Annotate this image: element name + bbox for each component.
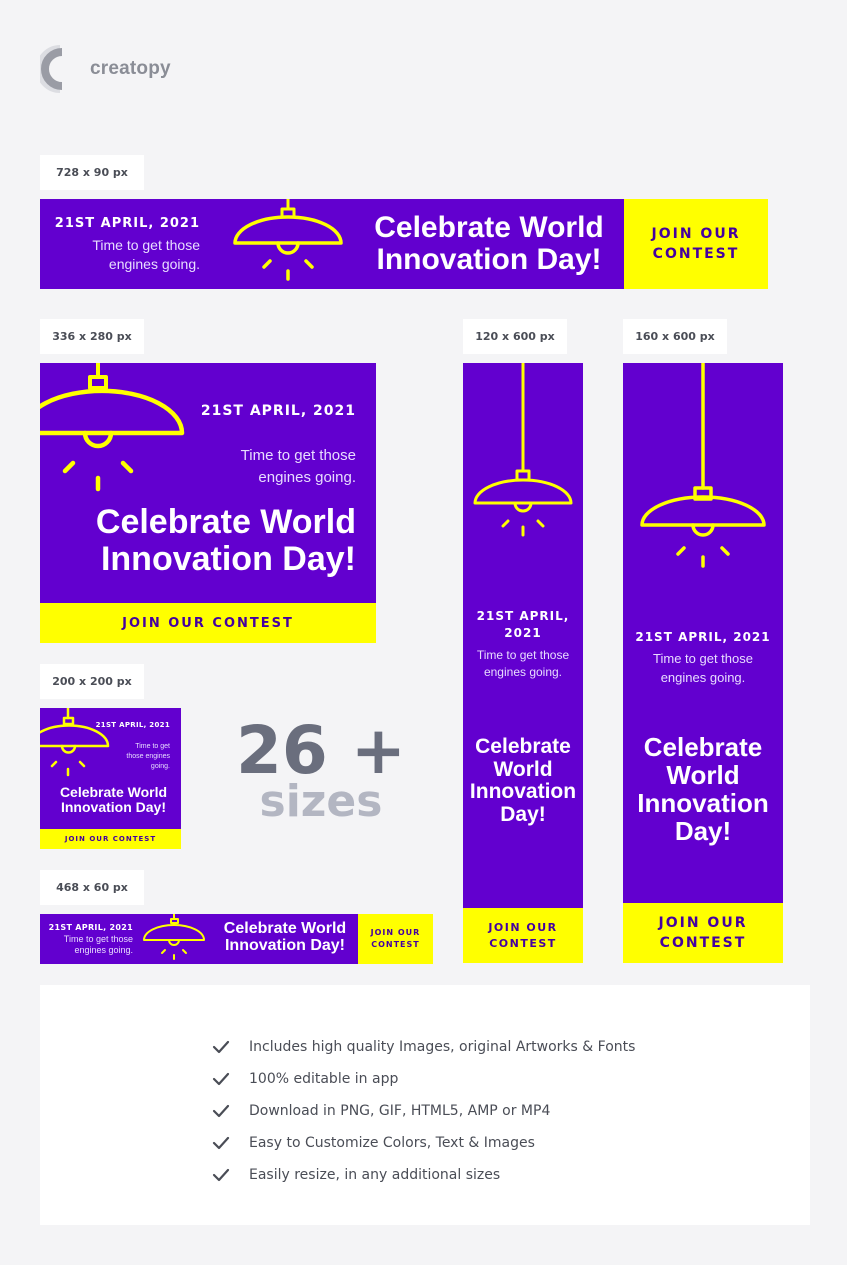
check-icon (212, 1136, 230, 1150)
cta-button[interactable]: JOIN OUR CONTEST (40, 829, 181, 849)
check-icon (212, 1168, 230, 1182)
feature-text: Easy to Customize Colors, Text & Images (249, 1135, 535, 1151)
headline-line: Day! (674, 816, 732, 847)
features-list (212, 1031, 635, 1191)
banner-200x200[interactable] (40, 708, 181, 849)
cta-button[interactable] (623, 903, 783, 963)
size-label-120x600: 120 x 600 px (463, 319, 567, 354)
size-label-468x60: 468 x 60 px (40, 870, 144, 905)
check-icon (212, 1104, 230, 1118)
lamp-icon (232, 199, 344, 283)
banner-subtitle (40, 934, 133, 957)
subtitle-line: engines going. (660, 669, 746, 685)
cta-label: JOIN OUR (651, 225, 741, 242)
banner-120x600[interactable] (463, 363, 583, 963)
subtitle-line: Time to get those (653, 651, 753, 666)
size-label-728x90: 728 x 90 px (40, 155, 144, 190)
size-label-160x600: 160 x 600 px (623, 319, 727, 354)
subtitle-line: engines going. (108, 255, 200, 272)
headline-line: Innovation (469, 780, 577, 804)
banner-headline (463, 736, 583, 827)
feature-item (212, 1159, 635, 1191)
date-line: 21ST APRIL, (476, 609, 570, 623)
feature-item (212, 1095, 635, 1127)
banner-subtitle (80, 742, 170, 772)
banner-date: 21ST APRIL, 2021 (635, 630, 771, 644)
sizes-count-word: sizes (259, 776, 383, 827)
brand-name: creatopy (90, 58, 171, 79)
feature-item (212, 1063, 635, 1095)
sizes-count (230, 712, 412, 827)
feature-text: Includes high quality Images, original Artworks & Fonts (249, 1039, 636, 1055)
headline-line: Celebrate World (95, 503, 356, 541)
lamp-icon (473, 363, 573, 539)
creatopy-logo[interactable] (40, 44, 190, 94)
banner-728x90[interactable] (40, 199, 768, 289)
cta-label: JOIN OUR (370, 928, 421, 937)
headline-line: Innovation Day! (224, 937, 345, 955)
banner-headline (360, 212, 618, 277)
subtitle-line: Time to get those (240, 447, 356, 464)
headline-line: Celebrate World (374, 211, 604, 244)
headline-line: Celebrate (643, 732, 763, 762)
cta-label: JOIN OUR (658, 914, 748, 931)
feature-text: 100% editable in app (249, 1071, 399, 1087)
headline-line: Innovation Day! (60, 799, 166, 816)
subtitle-line: Time to get those (476, 648, 570, 662)
banner-468x60[interactable] (40, 914, 433, 964)
subtitle-line: engines going. (74, 945, 133, 956)
banner-160x600[interactable] (623, 363, 783, 963)
check-icon (212, 1072, 230, 1086)
banner-headline (56, 504, 356, 577)
banner-subtitle (40, 236, 200, 274)
size-label-336x280: 336 x 280 px (40, 319, 144, 354)
banner-date (463, 608, 583, 643)
check-icon (212, 1040, 230, 1054)
subtitle-line: Time to get (135, 743, 170, 750)
feature-text: Easily resize, in any additional sizes (249, 1167, 501, 1183)
cta-label: CONTEST (371, 940, 420, 949)
cta-label: CONTEST (489, 936, 557, 950)
headline-line: Celebrate (475, 735, 571, 758)
headline-line: Innovation Day! (100, 539, 356, 578)
lamp-icon (639, 363, 767, 573)
headline-line: Celebrate World (223, 920, 347, 937)
headline-line: World (493, 757, 553, 781)
lamp-icon (141, 914, 207, 962)
banner-336x280[interactable] (40, 363, 376, 643)
headline-line: Innovation (637, 788, 769, 819)
banner-headline (46, 785, 181, 815)
banner-date: 21ST APRIL, 2021 (54, 216, 200, 231)
banner-subtitle (623, 650, 783, 688)
cta-button[interactable] (463, 908, 583, 963)
banner-date: 21ST APRIL, 2021 (48, 923, 133, 932)
headline-line: Innovation Day! (376, 243, 602, 277)
creatopy-logo-icon (40, 44, 82, 94)
subtitle-line: engines going. (483, 665, 563, 680)
headline-line: Day! (500, 803, 546, 827)
banner-date: 21ST APRIL, 2021 (95, 721, 170, 729)
headline-line: Celebrate World (59, 784, 168, 800)
banner-subtitle (156, 445, 356, 489)
sizes-count-number: 26 + (235, 712, 407, 789)
feature-item (212, 1127, 635, 1159)
banner-headline (623, 733, 783, 845)
subtitle-line: those engines (126, 753, 170, 761)
cta-button[interactable] (624, 199, 768, 289)
cta-button[interactable] (358, 914, 433, 964)
cta-button[interactable]: JOIN OUR CONTEST (40, 603, 376, 643)
banner-subtitle (463, 647, 583, 682)
banner-headline (214, 920, 356, 955)
feature-item (212, 1031, 635, 1063)
subtitle-line: going. (150, 763, 170, 771)
features-panel (40, 985, 810, 1225)
date-line: 2021 (504, 626, 542, 641)
subtitle-line: Time to get those (92, 237, 200, 253)
cta-label: CONTEST (652, 246, 740, 262)
headline-line: World (666, 760, 740, 791)
cta-label: JOIN OUR (488, 921, 558, 935)
cta-label: CONTEST (659, 935, 747, 951)
banner-date: 21ST APRIL, 2021 (200, 403, 356, 419)
feature-text: Download in PNG, GIF, HTML5, AMP or MP4 (249, 1103, 551, 1119)
size-label-200x200: 200 x 200 px (40, 664, 144, 699)
subtitle-line: engines going. (258, 468, 356, 486)
subtitle-line: Time to get those (63, 934, 133, 944)
